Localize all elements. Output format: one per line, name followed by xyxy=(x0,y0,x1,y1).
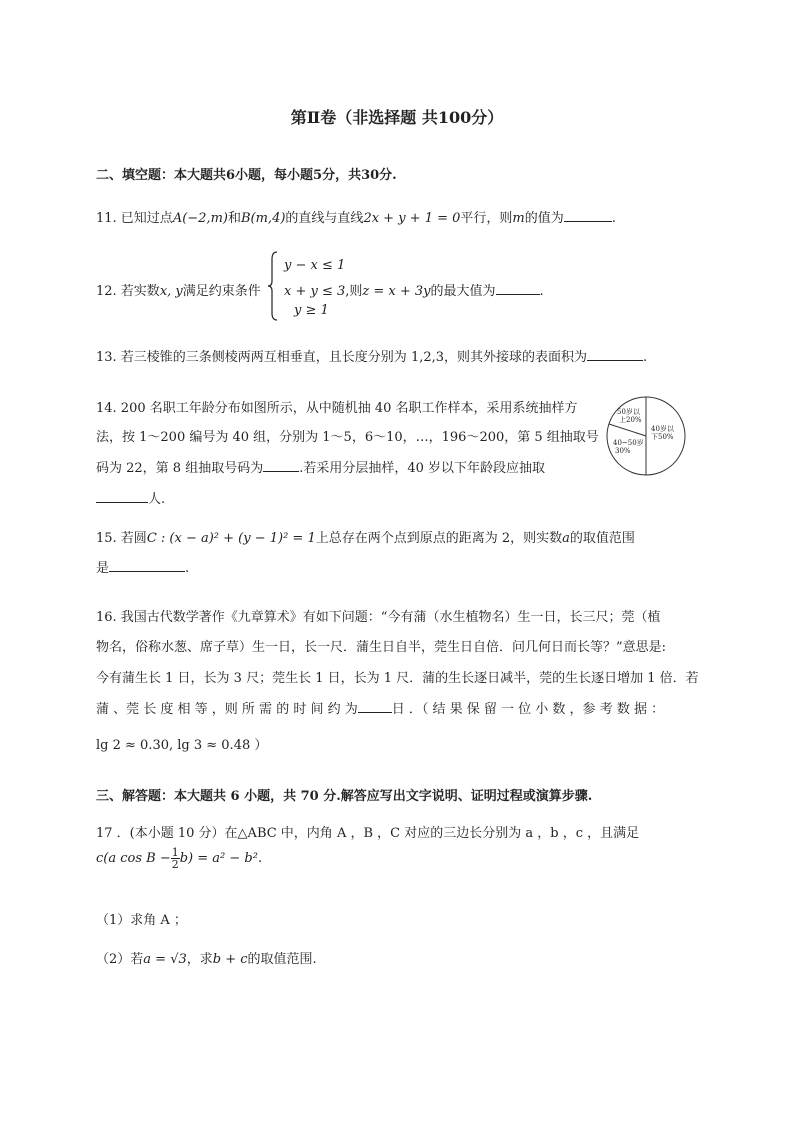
q16-line-4b: 日 ．（ 结 果 保 留 一 位 小 数 ，参 考 数 据 ： xyxy=(391,702,665,717)
q12-constraint-2: x + y ≤ 3 xyxy=(284,284,346,299)
q12-text-c: ,则 xyxy=(345,284,363,299)
pie-label-40to50-line2: 30% xyxy=(615,447,631,455)
q17-eq-a: c(a cos B − xyxy=(96,851,171,866)
q11-text-e: 的值为 xyxy=(524,211,564,226)
q15-text-a: 15. 若圆 xyxy=(96,531,147,546)
q15-end: . xyxy=(185,561,190,576)
q12-prefix xyxy=(96,280,261,299)
q12-constraint-3: y ≥ 1 xyxy=(294,303,329,318)
q17-part2-eq: a = √3 xyxy=(143,952,187,967)
pie-label-over50-line2: 上20% xyxy=(619,416,642,424)
q17-eq-b: b) = a² − b² xyxy=(179,851,258,866)
q15-line-2-text: 是 xyxy=(96,561,110,576)
q17-part2-a: （2）若 xyxy=(96,952,144,967)
q15-line-2 xyxy=(96,557,189,576)
q16-line-3: 今有蒲生长 1 日，长为 3 尺；莞生长 1 日，长为 1 尺．蒲的生长逐日减半，莞的生长逐日增加 1 倍．若 xyxy=(96,671,699,686)
q13-text: 13. 若三棱锥的三条侧棱两两互相垂直，且长度分别为 1,2,3，则其外接球的表面积为 xyxy=(96,350,588,365)
q11-text-b: 和 xyxy=(227,211,241,226)
pie-label-under40-line2: 下50% xyxy=(651,433,674,441)
q17-eq-end: . xyxy=(257,851,263,866)
q16-line-2: 物名，俗称水葱、席子草）生一日，长一尺．蒲生日自半，莞生日自倍．问几何日而长等？”意思是: xyxy=(96,640,667,655)
q17-part2-b: ，求 xyxy=(186,952,213,967)
q12-constraint-2-row xyxy=(284,280,544,299)
q11-line-eq: 2x + y + 1 = 0 xyxy=(363,211,461,226)
q14-line-3b: .若采用分层抽样，40 岁以下年龄段应抽取 xyxy=(299,461,546,476)
q17-frac-den: 2 xyxy=(171,858,179,871)
q16-line-4 xyxy=(96,698,664,717)
q16-answer-blank[interactable] xyxy=(358,700,392,713)
q17-fraction-half xyxy=(171,847,180,870)
q11-text-d: 平行，则 xyxy=(460,211,513,226)
q12-brace xyxy=(268,251,278,321)
q14-line-4 xyxy=(96,488,165,507)
q13-answer-blank[interactable] xyxy=(587,348,643,361)
pie-label-40to50-line1: 40~50岁 xyxy=(613,439,644,447)
q12-answer-blank[interactable] xyxy=(496,282,540,295)
q11-text-a: 11. 已知过点 xyxy=(96,211,173,226)
age-pie-figure xyxy=(605,395,687,477)
q11-point-a: A(−2,m) xyxy=(172,211,228,226)
q17-line-1: 17 ．(本小题 10 分）在△ABC 中，内角 A ，B ，C 对应的三边长分别为 a ，b ，c ，且满足 xyxy=(96,826,640,841)
q11-answer-blank[interactable] xyxy=(564,209,612,222)
q15-var-a: a xyxy=(562,531,570,546)
q12-text-b: 满足约束条件 xyxy=(182,284,261,299)
q15-circle-eq: C : (x − a)² + (y − 1)² = 1 xyxy=(146,531,316,546)
pie-label-over50-line1: 50岁以 xyxy=(617,408,640,416)
page-title: 第Ⅱ卷（非选择题 共100分） xyxy=(290,108,504,127)
q11-text-c: 的直线与直线 xyxy=(285,211,364,226)
question-11 xyxy=(96,207,616,226)
q15-line-1 xyxy=(96,527,635,546)
q11-point-b: B(m,4) xyxy=(240,211,286,226)
q17-part2-c: 的取值范围. xyxy=(247,952,317,967)
section-answer-heading: 三、解答题：本大题共 6 小题，共 70 分.解答应写出文字说明、证明过程或演算步骤. xyxy=(96,789,593,804)
pie-label-under40-line1: 40岁以 xyxy=(651,425,674,433)
q12-objective: z = x + 3y xyxy=(362,284,431,299)
q14-answer-blank-1[interactable] xyxy=(263,459,299,472)
q14-line-3a: 码为 22，第 8 组抽取号码为 xyxy=(96,461,264,476)
q11-end: . xyxy=(611,211,616,226)
q12-end: . xyxy=(539,284,544,299)
q17-part-2 xyxy=(96,948,317,967)
section-fill-in-heading: 二、填空题：本大题共6小题，每小题5分，共30分. xyxy=(96,168,397,183)
q14-line-2: 法，按 1～200 编号为 40 组，分别为 1～5，6～10，…，196～200，第 5 组抽取号 xyxy=(96,430,599,445)
q16-line-1: 16. 我国古代数学著作《九章算术》有如下问题：“今有蒲（水生植物名）生一日，长三尺；莞（植 xyxy=(96,610,661,625)
q14-answer-blank-2[interactable] xyxy=(96,490,148,503)
q15-text-b: 上总存在两个点到原点的距离为 2，则实数 xyxy=(315,531,563,546)
q11-var-m: m xyxy=(512,211,525,226)
q12-text-a: 12. 若实数 xyxy=(96,284,160,299)
question-13 xyxy=(96,346,647,365)
q14-line-4-text: 人. xyxy=(148,492,166,507)
q13-end: . xyxy=(643,350,648,365)
q16-line-5: lg 2 ≈ 0.30, lg 3 ≈ 0.48 ） xyxy=(96,738,268,753)
q12-text-d: 的最大值为 xyxy=(430,284,496,299)
q14-line-3 xyxy=(96,457,545,476)
q17-part2-expr: b + c xyxy=(212,952,248,967)
q14-line-1: 14. 200 名职工年龄分布如图所示，从中随机抽 40 名职工作样本，采用系统抽样方 xyxy=(96,401,578,416)
q17-part-1: （1）求角 A ； xyxy=(96,913,187,928)
q16-line-4a: 蒲 、莞 长 度 相 等 ，则 所 需 的 时 间 约 为 xyxy=(96,702,358,717)
q17-frac-num: 1 xyxy=(171,846,179,859)
q12-constraint-1: y − x ≤ 1 xyxy=(284,258,346,273)
q12-vars: x, y xyxy=(159,284,183,299)
q15-text-c: 的取值范围 xyxy=(569,531,635,546)
q17-equation xyxy=(96,847,262,870)
q15-answer-blank[interactable] xyxy=(109,559,185,572)
